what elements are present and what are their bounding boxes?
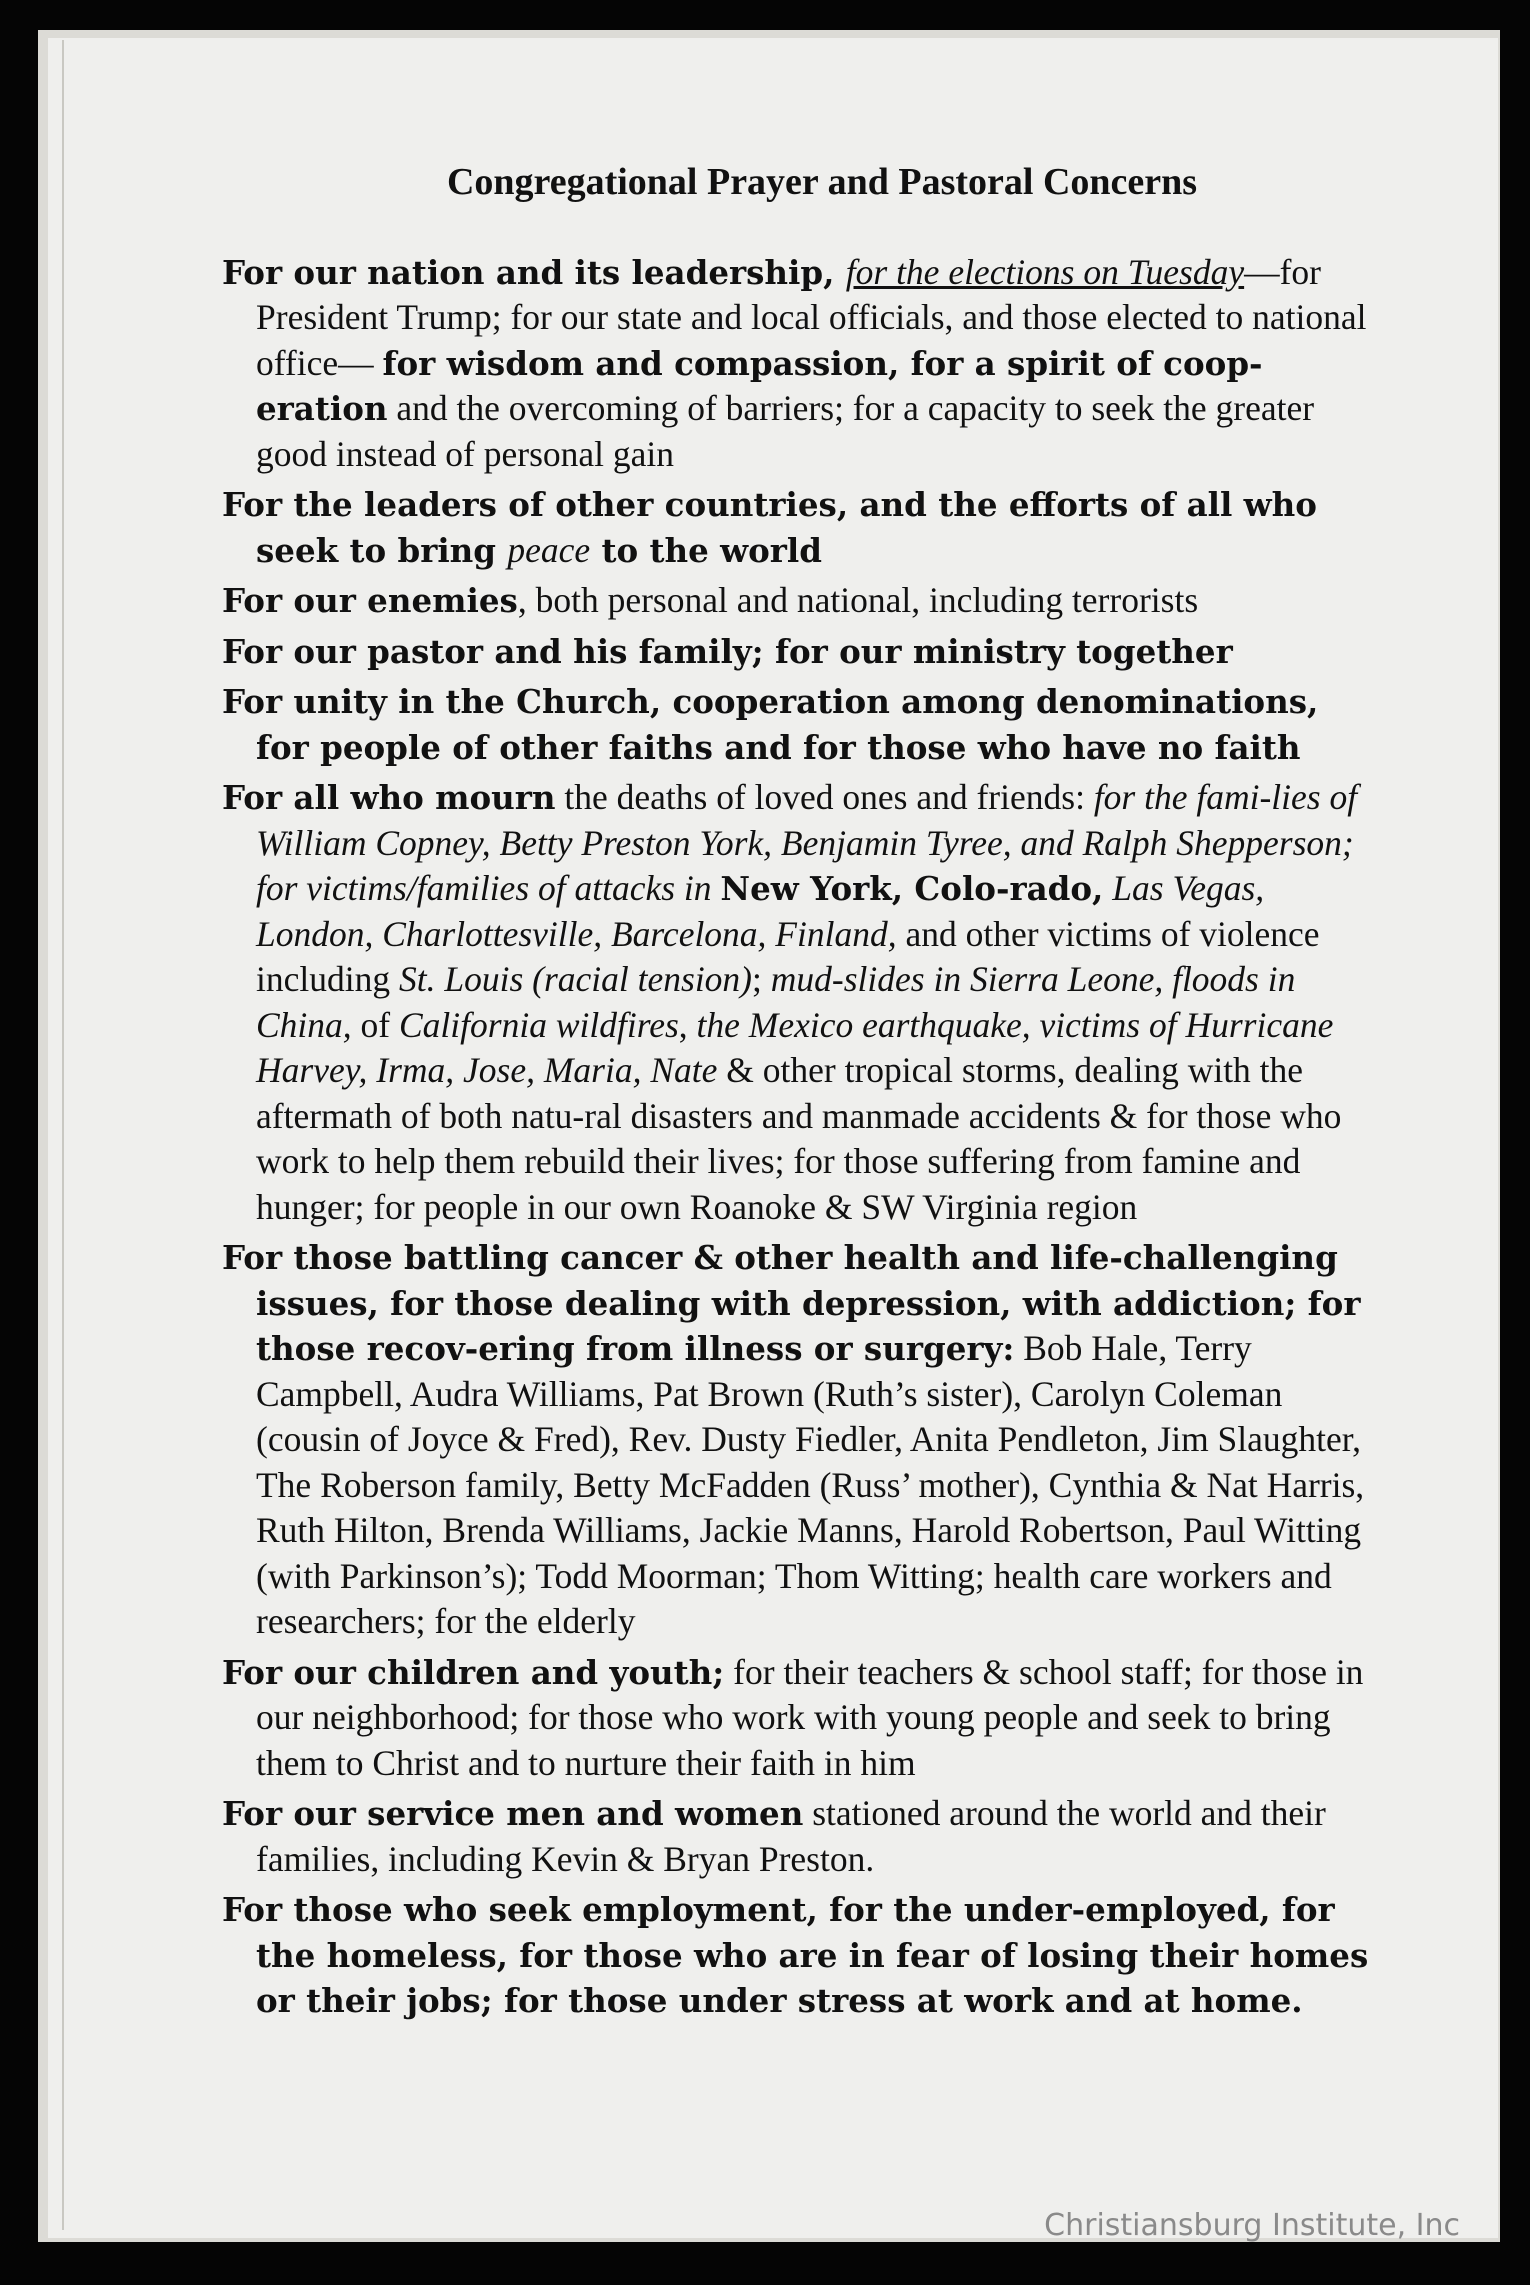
prayer-item-pastor: For our pastor and his family; for our ministry together [222,631,1233,671]
prayer-item-employment: For those who seek employment, for the under-employed, for the homeless, for those who are in fear of losing their homes or their jobs; for those under stress at work and at home. [222,1890,1369,2020]
prayer-item-health: For those battling cancer & other health and life-challenging issues, for those dealing with depression, with addiction; for those recov-ering from illness or surgery: Bob Hale, Terry Campbell, Audra Williams, Pat Brown (Ruth’s sister), Carolyn Coleman (cousin of Joyce & Fred), Rev. Dusty Fiedler, Anita Pendleton, Jim Slaughter, The Roberson family, Betty McFadden (Russ’ mother), Cynthia & Nat Harris, Ruth Hilton, Brenda Williams, Jackie Manns, Harold Robertson, Paul Witting (with Parkinson’s); Todd Moorman; Thom Witting; health care workers and researchers; for the elderly [222,1238,1365,1641]
prayer-item-children: For our children and youth; for their teachers & school staff; for those in our neighborhood; for those who work with young people and seek to bring them to Christ and to nurture their faith in him [222,1651,1364,1783]
page-title: Congregational Prayer and Pastoral Concerns [446,161,1198,203]
prayer-item-world-leaders: For the leaders of other countries, and the efforts of all who seek to bring peace to the world [222,485,1317,570]
prayer-item-unity: For unity in the Church, cooperation among denominations, for people of other faiths and for those who have no faith [222,682,1319,767]
prayer-item-service-members: For our service men and women stationed around the world and their families, including Kevin & Bryan Preston. [222,1793,1326,1879]
page-edge [62,40,64,2230]
prayer-list [222,160,1382,2029]
prayer-item-enemies: For our enemies, both personal and national, including terrorists [222,580,1199,620]
prayer-item-nation: For our nation and its leadership, for the elections on Tuesday—for President Trump; for our state and local officials, and those elected to national office— for wisdom and compassion, for a spirit of coop-eration and the overcoming of barriers; for a capacity to seek the greater good instead of personal gain [222,251,1367,474]
prayer-item-mourning: For all who mourn the deaths of loved ones and friends: for the fami-lies of William Copney, Betty Preston York, Benjamin Tyree, and Ralph Shepperson; for victims/families of attacks in New York, Colo-rado, Las Vegas, London, Charlottesville, Barcelona, Finland, and other victims of violence including St. Louis (racial tension); mud-slides in Sierra Leone, floods in China, of California wildfires, the Mexico earthquake, victims of Hurricane Harvey, Irma, Jose, Maria, Nate & other tropical storms, dealing with the aftermath of both natu-ral disasters and manmade accidents & for those who work to help them rebuild their lives; for those suffering from famine and hunger; for people in our own Roanoke & SW Virginia region [222,777,1358,1227]
watermark: Christiansburg Institute, Inc [1044,2208,1460,2243]
